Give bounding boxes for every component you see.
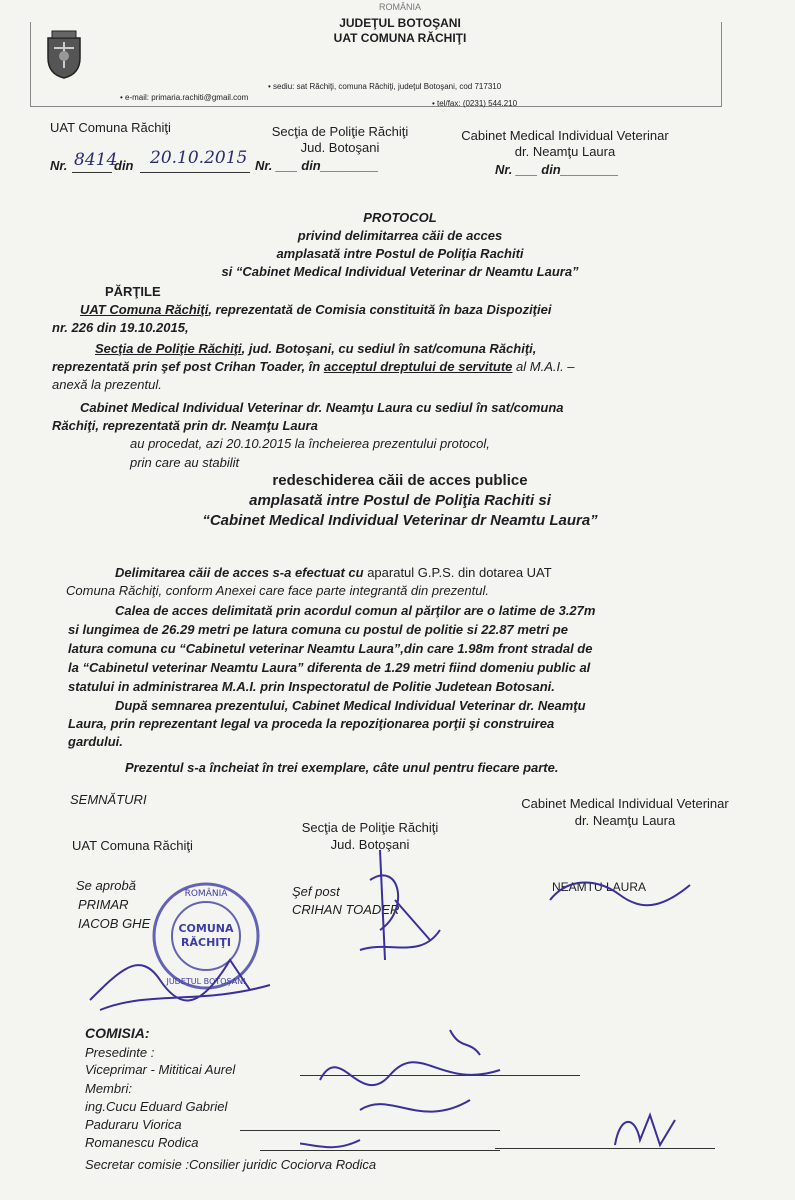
party2-line3: anexă la prezentul.	[52, 377, 162, 392]
coat-of-arms-icon	[44, 30, 84, 80]
svg-text:RĂCHIŢI: RĂCHIŢI	[181, 936, 231, 949]
header-address: • sediu: sat Răchiţi, comuna Răchiţi, judeţul Botoşani, cod 717310	[268, 82, 502, 91]
party-police-county: Jud. Botoşani	[300, 140, 380, 155]
doc-subtitle-2: amplasată intre Postul de Poliţia Rachiti	[276, 246, 524, 261]
primar-label: PRIMAR	[78, 897, 129, 912]
doc-subtitle-3: si “Cabinet Medical Individual Veterinar dr Neamtu Laura”	[221, 264, 579, 279]
party2-line1: Secţia de Poliţie Răchiţi, jud. Botoşani, cu sediul în sat/comuna Răchiţi,	[95, 341, 537, 356]
semnaturi-label: SEMNĂTURI	[70, 792, 147, 807]
sign-vet-name: dr. Neamţu Laura	[574, 813, 676, 828]
vet-signature-icon	[540, 870, 700, 930]
svg-text:ROMÂNIA: ROMÂNIA	[184, 889, 228, 899]
comisia-membru-2: Paduraru Viorica	[85, 1117, 182, 1132]
subject-line1: redeschiderea căii de acces publice	[272, 472, 528, 489]
svg-text:JUDEŢUL BOTOŞANI: JUDEŢUL BOTOŞANI	[166, 977, 246, 986]
comisia-membri: Membri:	[85, 1081, 132, 1096]
nr-value-uat: 8414	[74, 150, 118, 170]
police-signature-icon	[340, 840, 450, 970]
comisia-heading: COMISIA:	[85, 1025, 150, 1041]
party1-line2: nr. 226 din 19.10.2015,	[52, 320, 189, 335]
stabilit-line: prin care au stabilit	[130, 455, 240, 470]
se-aproba: Se aprobă	[76, 878, 136, 893]
prezentul-line: Prezentul s-a încheiat în trei exemplare, câte unul pentru fiecare parte.	[125, 760, 559, 775]
sef-post-name: CRIHAN TOADER	[292, 902, 400, 917]
party3-line2: Răchiţi, reprezentată prin dr. Neamţu Laura	[52, 418, 318, 433]
header-email: • e-mail: primaria.rachiti@gmail.com	[120, 93, 249, 102]
sign-uat-label: UAT Comuna Răchiţi	[72, 838, 193, 853]
subject-line3: “Cabinet Medical Individual Veterinar dr Neamtu Laura”	[202, 512, 598, 529]
comisia-membru-3: Romanescu Rodica	[85, 1135, 199, 1150]
doc-subtitle-1: privind delimitarrea căii de acces	[297, 228, 503, 243]
nr-label-uat: Nr.	[50, 158, 68, 173]
dupa-line1: După semnarea prezentului, Cabinet Medical Individual Veterinar dr. Neamţu	[115, 698, 586, 713]
comisia-viceprimar: Viceprimar - Mititicai Aurel	[85, 1062, 236, 1077]
din-label-uat: din	[114, 158, 134, 173]
dupa-line3: gardului.	[68, 734, 123, 749]
dupa-line2: Laura, prin reprezentant legal va proceda la repoziţionarea porţii şi construirea	[68, 716, 555, 731]
calea-line2: si lungimea de 26.29 metri pe latura comuna cu postul de politie si 22.87 metri pe	[68, 622, 568, 637]
header-uat: UAT COMUNA RĂCHIŢI	[333, 31, 467, 45]
partile-heading: PĂRŢILE	[105, 284, 161, 299]
svg-text:COMUNA: COMUNA	[178, 922, 234, 935]
secretar-signature-icon	[610, 1105, 690, 1155]
date-value-uat: 20.10.2015	[150, 148, 248, 168]
nr-din-vet: Nr. ___ din________	[495, 162, 619, 177]
calea-line5: statului in administrarea M.A.I. prin Inspectoratul de Politie Judetean Botosani.	[68, 679, 555, 694]
sign-police-label: Secţia de Poliţie Răchiţi	[301, 820, 439, 835]
sign-vet-label: Cabinet Medical Individual Veterinar	[521, 796, 729, 811]
delim-line2: Comuna Răchiţi, conform Anexei care face parte integrantă din prezentul.	[66, 583, 489, 598]
procedat-line: au procedat, azi 20.10.2015 la încheierea prezentului protocol,	[130, 436, 490, 451]
sef-post-label: Şef post	[292, 884, 340, 899]
nr-din-police: Nr. ___ din________	[255, 158, 379, 173]
doc-title: PROTOCOL	[363, 210, 437, 225]
delim-line1: Delimitarea căii de acces s-a efectuat cu aparatul G.P.S. din dotarea UAT	[115, 565, 552, 580]
party-uat-label: UAT Comuna Răchiţi	[50, 120, 171, 135]
party1-line1: UAT Comuna Răchiţi, reprezentată de Comisia constituită în baza Dispoziţiei	[80, 302, 552, 317]
party3-line1: Cabinet Medical Individual Veterinar dr. Neamţu Laura cu sediul în sat/comuna	[80, 400, 564, 415]
mayor-signature-icon	[80, 930, 280, 1020]
comisia-secretar: Secretar comisie :Consilier juridic Cociorva Rodica	[85, 1157, 377, 1172]
vet-signer-name: NEAMTU LAURA	[552, 880, 647, 894]
header-county: JUDEŢUL BOTOŞANI	[339, 16, 461, 30]
party2-line2: reprezentată prin şef post Crihan Toader, în acceptul dreptului de servitute al M.A.I. –	[52, 359, 575, 374]
party-vet-label: Cabinet Medical Individual Veterinar	[461, 128, 669, 143]
comisia-presedinte: Presedinte :	[85, 1045, 155, 1060]
calea-line1: Calea de acces delimitată prin acordul comun al părţilor are o latime de 3.27m	[115, 603, 596, 618]
party-vet-name: dr. Neamţu Laura	[514, 144, 616, 159]
calea-line3: latura comuna cu “Cabinetul veterinar Neamtu Laura”,din care 1.98m front stradal de	[68, 641, 593, 656]
calea-line4: la “Cabinetul veterinar Neamtu Laura” diferenta de 1.29 metri fiind domeniu public al	[68, 660, 591, 675]
header-country: ROMÂNIA	[378, 2, 421, 12]
party-police-label: Secţia de Poliţie Răchiţi	[271, 124, 409, 139]
primar-name: IACOB GHE	[78, 916, 151, 931]
subject-line2: amplasată intre Postul de Poliţia Rachiti si	[249, 492, 551, 509]
comisia-membru-1: ing.Cucu Eduard Gabriel	[85, 1099, 228, 1114]
sign-police-county: Jud. Botoşani	[330, 837, 410, 852]
header-fax: • tel/fax: (0231) 544.210	[432, 99, 518, 108]
comisia-signatures-icon	[300, 1020, 530, 1170]
